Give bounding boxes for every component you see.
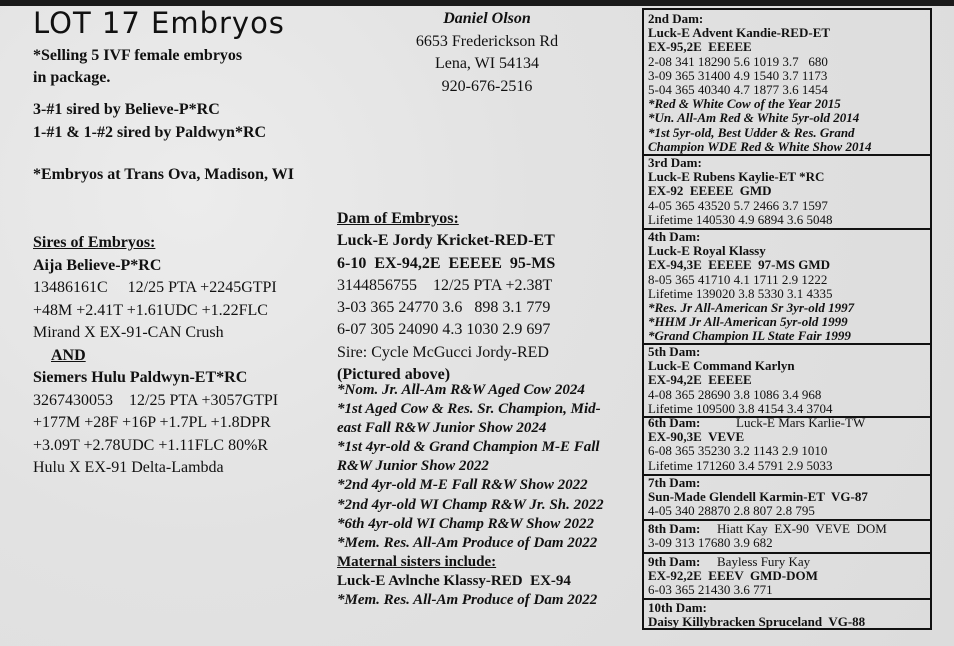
sire2-line: 3267430053 12/25 PTA +3057GTPI [33, 391, 279, 409]
dam-label: 9th Dam: [648, 554, 701, 569]
dam-label: 2nd Dam: [648, 11, 704, 26]
dam-achievement: *6th 4yr-old WI Champ R&W Show 2022 [337, 515, 595, 532]
sister-achievement: *Mem. Res. All-Am Produce of Dam 2022 [337, 592, 598, 608]
dam-class: EX-95,2E EEEEE [648, 39, 752, 55]
dam-line: 3-03 365 24770 3.6 898 3.1 779 [337, 299, 551, 317]
dam-class: EX-90,3E VEVE [648, 429, 745, 445]
sire2-line: +3.09T +2.78UDC +1.11FLC 80%R [33, 436, 269, 454]
dam-label: 4th Dam: [648, 229, 701, 244]
dam-record: 3-09 313 17680 3.9 682 [648, 535, 773, 551]
dam-name: Luck-E Royal Klassy [648, 243, 766, 259]
dam-record: 3-09 365 31400 4.9 1540 3.7 1173 [648, 67, 828, 83]
contact-address: 6653 Frederickson Rd [415, 32, 559, 50]
sire2-line: Hulu X EX-91 Delta-Lambda [33, 459, 224, 476]
dam-achievement: *HHM Jr All-American 5yr-old 1999 [648, 314, 848, 330]
dam-achievement: *Un. All-Am Red & White 5yr-old 2014 [648, 110, 860, 126]
dam-name: Daisy Killybracken Spruceland VG-88 [648, 614, 866, 630]
dam-record: 5-04 365 40340 4.7 1877 3.6 1454 [648, 82, 828, 98]
dam-record: Lifetime 171260 3.4 5791 2.9 5033 [648, 457, 833, 473]
dam-achievement: *2nd 4yr-old WI Champ R&W Jr. Sh. 2022 [337, 496, 604, 513]
pedigree-2nd-dam [648, 12, 871, 154]
contact-name: Daniel Olson [443, 10, 531, 27]
dam-record: 8-05 365 41710 4.1 1711 2.9 1222 [648, 271, 828, 287]
sisters-section [337, 553, 597, 610]
8th-dam-name: Hiatt Kay EX-90 VEVE DOM [717, 521, 887, 536]
dam-line: Sire: Cycle McGucci Jordy-RED [337, 343, 549, 361]
dam-label: 3rd Dam: [648, 155, 702, 170]
sire2-line: +177M +28F +16P +1.7PL +1.8DPR [33, 414, 271, 431]
dam-achievement: east Fall R&W Junior Show 2024 [337, 420, 547, 437]
dam-achievements [337, 381, 604, 553]
dam-achievement: *1st 4yr-old & Grand Champion M-E Fall [337, 439, 600, 456]
dam-record: Lifetime 140530 4.9 6894 3.6 5048 [648, 211, 833, 227]
dam-label: 7th Dam: [648, 475, 701, 490]
sisters-heading: Maternal sisters include: [337, 554, 497, 570]
dam-record: Lifetime 109500 3.8 4154 3.4 3704 [648, 400, 833, 416]
dam-line: 6-07 305 24090 4.3 1030 2.9 697 [337, 321, 551, 339]
dam-label: 8th Dam: [648, 521, 701, 536]
dam-class: EX-94,3E EEEEE 97-MS GMD [648, 257, 831, 273]
selling-line: in package. [33, 69, 111, 86]
dam-section [337, 208, 555, 386]
dam-classification: 6-10 EX-94,2E EEEEE 95-MS [337, 254, 556, 272]
9th-dam-name: Bayless Fury Kay [717, 554, 811, 569]
dam-name: Luck-E Advent Kandie-RED-ET [648, 25, 831, 41]
dam-label: 5th Dam: [648, 344, 701, 359]
selling-line: *Selling 5 IVF female embryos [33, 47, 243, 64]
dam-name: Luck-E Rubens Kaylie-ET *RC [648, 169, 825, 185]
dam-name: Luck-E Jordy Kricket-RED-ET [337, 232, 555, 250]
selling-note [33, 45, 242, 89]
pedigree-5th-dam [648, 345, 833, 416]
dam-achievement: *1st 5yr-old, Best Udder & Res. Grand [648, 124, 855, 140]
sired-line: 1-#1 & 1-#2 sired by Paldwyn*RC [33, 124, 267, 141]
dam-name: Luck-E Command Karlyn [648, 358, 795, 374]
dam-achievement: R&W Junior Show 2022 [337, 458, 489, 475]
sires-section [33, 232, 278, 480]
dam-pictured: (Pictured above) [337, 366, 451, 384]
dam-record: 6-03 365 21430 3.6 771 [648, 582, 773, 598]
sire1-line: 13486161C 12/25 PTA +2245GTPI [33, 279, 277, 296]
dam-label: 10th Dam: [648, 600, 707, 615]
sire1-line: +48M +2.41T +1.61UDC +1.22FLC [33, 301, 268, 319]
dam-achievement: *Res. Jr All-American Sr 3yr-old 1997 [648, 300, 855, 316]
dam-class: EX-94,2E EEEEE [648, 372, 752, 388]
dam-heading: Dam of Embryos: [337, 210, 459, 227]
dam-achievement: Champion WDE Red & White Show 2014 [648, 138, 872, 154]
dam-achievement: *1st Aged Cow & Res. Sr. Champion, Mid- [337, 401, 601, 418]
dam-record: 6-08 365 35230 3.2 1143 2.9 1010 [648, 443, 828, 459]
dam-record: Lifetime 139020 3.8 5330 3.1 4335 [648, 285, 833, 301]
sire1-name: Aija Believe-P*RC [33, 256, 162, 274]
pedigree-10th-dam [648, 601, 865, 629]
dam-achievement: *Mem. Res. All-Am Produce of Dam 2022 [337, 534, 598, 551]
dam-record: 4-08 365 28690 3.8 1086 3.4 968 [648, 386, 822, 402]
sired-note [33, 98, 266, 144]
dam-line: 3144856755 12/25 PTA +2.38T [337, 276, 553, 294]
and-label: AND [51, 346, 86, 364]
pedigree-3rd-dam [648, 156, 833, 227]
sire1-line: Mirand X EX-91-CAN Crush [33, 324, 224, 341]
dam-record: 4-05 340 28870 2.8 807 2.8 795 [648, 503, 815, 519]
contact-city: Lena, WI 54134 [434, 55, 540, 72]
pedigree-7th-dam [648, 476, 868, 519]
dam-record: 2-08 341 18290 5.6 1019 3.7 680 [648, 53, 828, 69]
dam-achievement: *Red & White Cow of the Year 2015 [648, 96, 841, 112]
sires-heading: Sires of Embryos: [33, 234, 156, 251]
dam-achievement: *2nd 4yr-old M-E Fall R&W Show 2022 [337, 477, 588, 494]
pedigree-4th-dam [648, 230, 854, 344]
dam-achievement: *Grand Champion IL State Fair 1999 [648, 328, 851, 344]
sired-line: 3-#1 sired by Believe-P*RC [33, 101, 220, 118]
6th-dam-name: Luck-E Mars Karlie-TW [736, 415, 866, 430]
sister-name: Luck-E Avlnche Klassy-RED EX-94 [337, 573, 571, 589]
dam-label: 6th Dam: [648, 415, 701, 430]
dam-achievement: *Nom. Jr. All-Am R&W Aged Cow 2024 [337, 382, 585, 398]
contact-block [392, 8, 582, 98]
dam-class: EX-92 EEEEE GMD [648, 183, 772, 199]
dam-record: 4-05 365 43520 5.7 2466 3.7 1597 [648, 197, 828, 213]
embryo-location: *Embryos at Trans Ova, Madison, WI [33, 166, 294, 183]
contact-phone: 920-676-2516 [441, 77, 533, 95]
dam-class: EX-92,2E EEEV GMD-DOM [648, 568, 818, 584]
sire2-name: Siemers Hulu Paldwyn-ET*RC [33, 369, 248, 386]
dam-name: Sun-Made Glendell Karmin-ET VG-87 [648, 489, 868, 505]
lot-title: LOT 17 Embryos [33, 6, 285, 40]
